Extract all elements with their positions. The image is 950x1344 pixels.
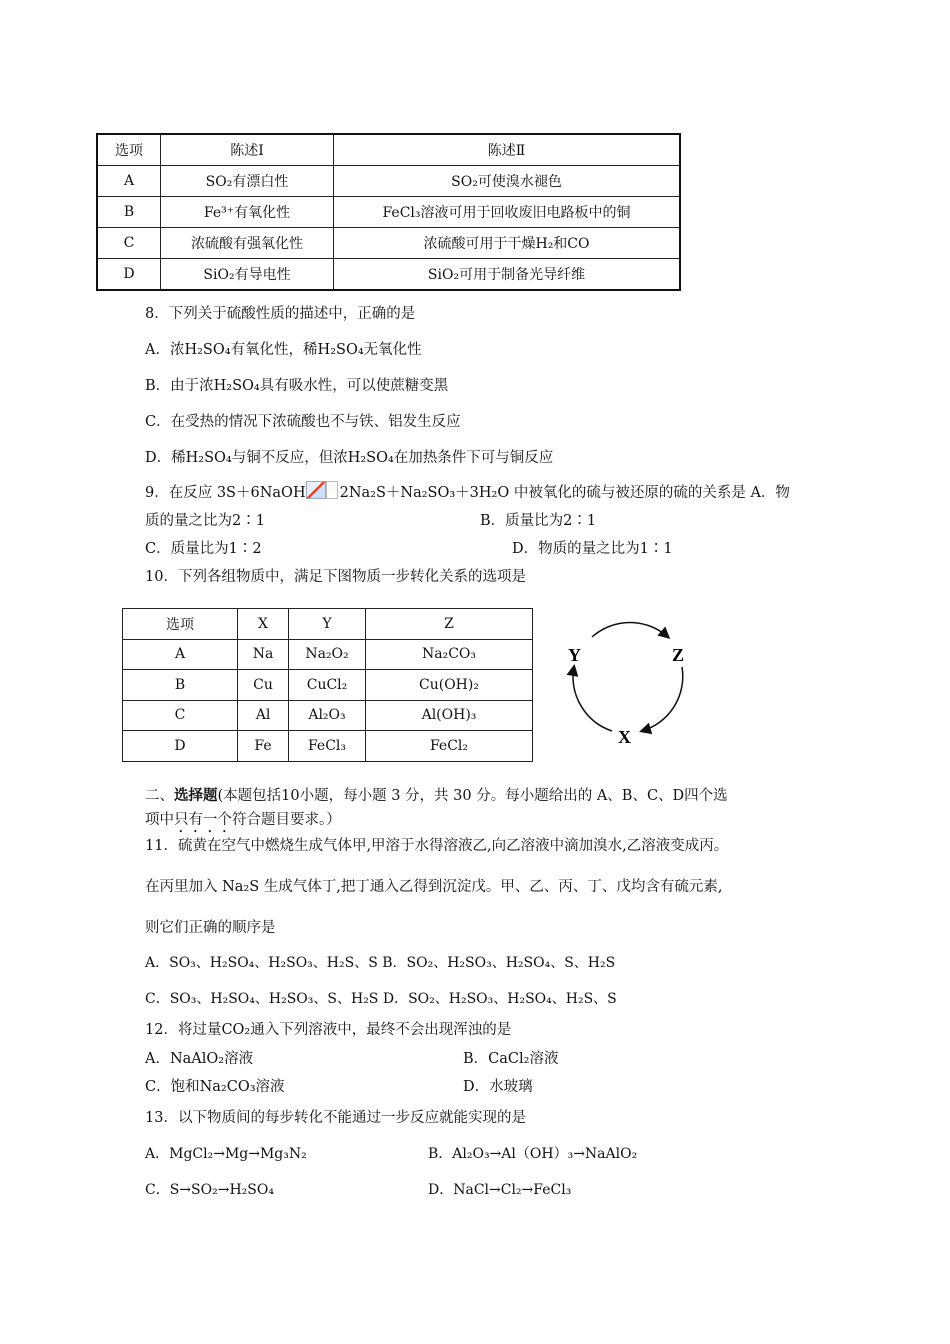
q11-options-ab: A．SO₃、H₂SO₄、H₂SO₃、H₂S、S B．SO₂、H₂SO₃、H₂SO₄、S、H₂S	[145, 955, 616, 971]
table-row	[97, 166, 680, 197]
q9-option-c: C．质量比为1∶2	[145, 541, 262, 557]
q13-option-c: C．S→SO₂→H₂SO₄	[145, 1182, 274, 1198]
table-cell: C	[123, 700, 238, 731]
table-cell: SiO₂有导电性	[161, 259, 334, 291]
table-cell: Cu	[238, 670, 289, 701]
q12-option-c: C．饱和Na₂CO₃溶液	[145, 1079, 285, 1095]
node-z-label: Z	[672, 645, 685, 665]
q9-option-b: B．质量比为2∶1	[480, 513, 597, 529]
table-cell: B	[123, 670, 238, 701]
table-cell: Al(OH)₃	[366, 700, 533, 731]
q9-option-d: D．物质的量之比为1∶1	[512, 541, 673, 557]
q10-stem: 10．下列各组物质中，满足下图物质一步转化关系的选项是	[145, 569, 526, 585]
q11-line2: 在丙里加入 Na₂S 生成气体丁,把丁通入乙得到沉淀戊。甲、乙、丙、丁、戊均含有硫元素,	[145, 879, 723, 895]
table-cell: SiO₂可用于制备光导纤维	[334, 259, 681, 291]
emphasized-text: 只有一个	[174, 812, 232, 828]
section2-desc: (本题包括10小题，每小题 3 分，共 30 分。每小题给出的 A、B、C、D四个选	[217, 788, 728, 804]
table-cell: FeCl₃	[289, 731, 366, 762]
conversion-cycle-diagram	[560, 615, 700, 750]
table-cell: C	[97, 228, 161, 259]
table-cell: Al₂O₃	[289, 700, 366, 731]
table-header-cell: 陈述Ⅰ	[161, 134, 334, 166]
q9-stem-part-b: 2Na₂S＋Na₂SO₃＋3H₂O 中被氧化的硫与被还原的硫的关系是 A．物	[339, 485, 790, 501]
image-placeholder-icon	[326, 481, 338, 499]
table-header-cell: 选项	[123, 609, 238, 640]
q12-stem: 12．将过量CO₂通入下列溶液中，最终不会出现浑浊的是	[145, 1022, 512, 1038]
table-cell: Al	[238, 700, 289, 731]
table-header-row	[123, 609, 533, 640]
section2-line2-a: 项中	[145, 812, 174, 828]
section2-line2-c: 符合题目要求。）	[232, 812, 341, 828]
table-cell: Na₂O₂	[289, 639, 366, 670]
q13-option-b: B．Al₂O₃→Al（OH）₃→NaAlO₂	[428, 1146, 638, 1162]
table-header-cell: 陈述Ⅱ	[334, 134, 681, 166]
table-cell: FeCl₂	[366, 731, 533, 762]
q8-option-d: D．稀H₂SO₄与铜不反应，但浓H₂SO₄在加热条件下可与铜反应	[145, 450, 554, 466]
table-header-cell: 选项	[97, 134, 161, 166]
section2-title: 选择题	[174, 787, 218, 804]
q9-line2: 质的量之比为2∶1	[145, 513, 265, 529]
q11-line1: 11．硫黄在空气中燃烧生成气体甲,甲溶于水得溶液乙,向乙溶液中滴加溴水,乙溶液变成丙。	[145, 838, 729, 854]
table-cell: Fe³⁺有氧化性	[161, 197, 334, 228]
q13-stem: 13．以下物质间的每步转化不能通过一步反应就能实现的是	[145, 1110, 526, 1126]
q9-stem	[145, 481, 790, 502]
table-header-cell: Z	[366, 609, 533, 640]
table-cell: D	[97, 259, 161, 291]
table-row	[97, 228, 680, 259]
table-row	[97, 197, 680, 228]
table-row	[123, 639, 533, 670]
table-cell: D	[123, 731, 238, 762]
table-cell: Na₂CO₃	[366, 639, 533, 670]
statement-table	[96, 133, 681, 291]
table-cell: 浓硫酸可用于干燥H₂和CO	[334, 228, 681, 259]
q8-option-c: C．在受热的情况下浓硫酸也不与铁、铝发生反应	[145, 414, 461, 430]
arrow-x-to-y	[573, 667, 612, 731]
table-cell: Cu(OH)₂	[366, 670, 533, 701]
q12-option-b: B．CaCl₂溶液	[463, 1051, 559, 1067]
table-row	[97, 259, 680, 291]
q11-line3: 则它们正确的顺序是	[145, 920, 276, 936]
table-row	[123, 731, 533, 762]
section2-line2	[145, 808, 341, 836]
section2-heading	[145, 784, 728, 805]
table-row	[123, 700, 533, 731]
q9-stem-part-a: 9．在反应 3S＋6NaOH	[145, 485, 306, 501]
table-cell: SO₂可使溴水褪色	[334, 166, 681, 197]
table-header-cell: Y	[289, 609, 366, 640]
conversion-table	[122, 608, 533, 762]
section2-prefix: 二、	[145, 788, 174, 804]
q13-option-a: A．MgCl₂→Mg→Mg₃N₂	[145, 1146, 307, 1162]
q8-option-a: A．浓H₂SO₄有氧化性，稀H₂SO₄无氧化性	[145, 342, 422, 358]
table-cell: SO₂有漂白性	[161, 166, 334, 197]
table-cell: CuCl₂	[289, 670, 366, 701]
table-cell: 浓硫酸有强氧化性	[161, 228, 334, 259]
table-header-row	[97, 134, 680, 166]
q11-options-cd: C．SO₃、H₂SO₄、H₂SO₃、S、H₂S D．SO₂、H₂SO₃、H₂SO₄、H₂S、S	[145, 991, 617, 1007]
table-cell: FeCl₃溶液可用于回收废旧电路板中的铜	[334, 197, 681, 228]
q8-stem: 8．下列关于硫酸性质的描述中，正确的是	[145, 306, 416, 322]
table-cell: A	[97, 166, 161, 197]
table-cell: Na	[238, 639, 289, 670]
arrow-y-to-z	[592, 622, 668, 637]
table-header-cell: X	[238, 609, 289, 640]
table-cell: A	[123, 639, 238, 670]
table-cell: Fe	[238, 731, 289, 762]
node-x-label: X	[618, 727, 631, 747]
table-row	[123, 670, 533, 701]
arrow-z-to-x	[642, 667, 683, 731]
q12-option-d: D．水玻璃	[463, 1079, 533, 1095]
q8-option-b: B．由于浓H₂SO₄具有吸水性，可以使蔗糖变黑	[145, 378, 449, 394]
q12-option-a: A．NaAlO₂溶液	[145, 1051, 254, 1067]
broken-image-icon	[306, 481, 326, 499]
table-cell: B	[97, 197, 161, 228]
node-y-label: Y	[568, 645, 581, 665]
q13-option-d: D．NaCl→Cl₂→FeCl₃	[428, 1182, 572, 1198]
